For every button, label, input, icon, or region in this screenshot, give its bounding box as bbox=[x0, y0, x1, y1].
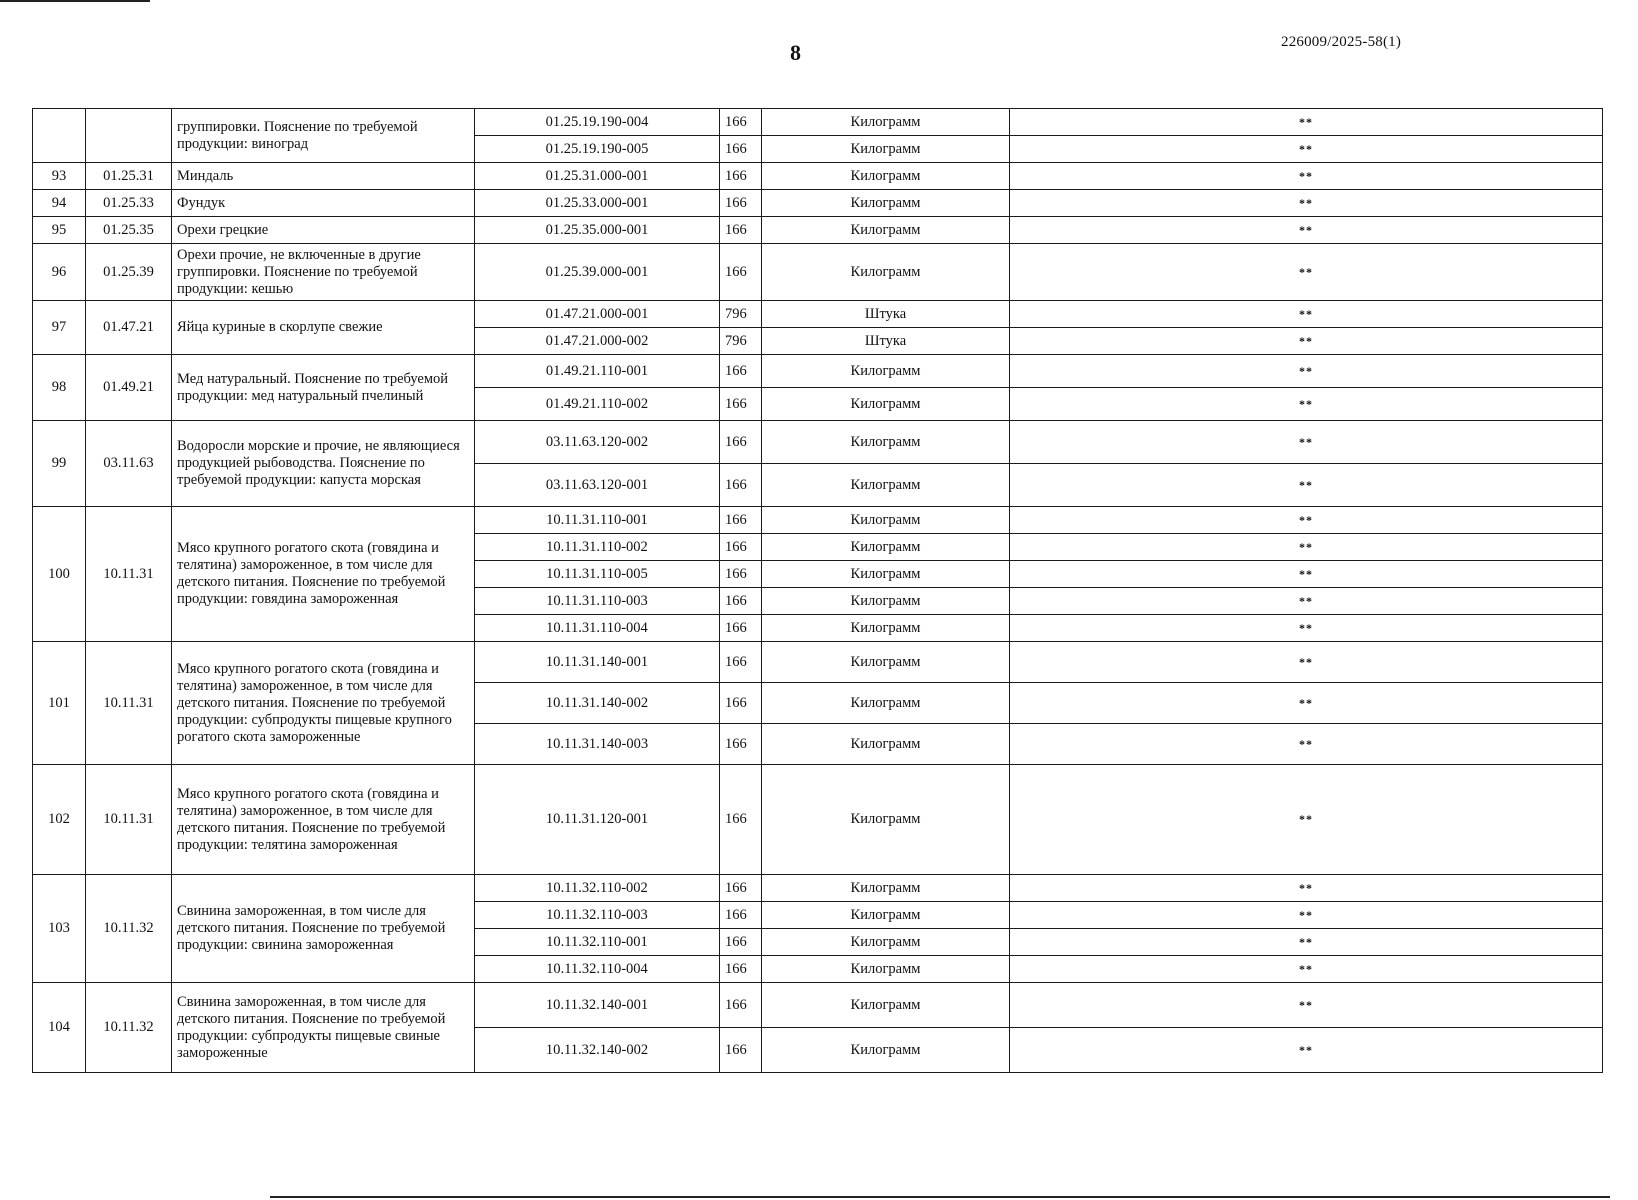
okpd2-code-cell: 01.25.31 bbox=[86, 163, 172, 190]
product-name-cell: Мясо крупного рогатого скота (говядина и телятина) замороженное, в том числе для детского питания. Пояснение по требуемой продукции: субпродукты пищевые крупного рогатого скота замороженные bbox=[172, 642, 475, 765]
ktru-code-cell: 10.11.31.140-003 bbox=[475, 724, 720, 765]
scan-edge-line-bottom bbox=[270, 1196, 1610, 1198]
table-row bbox=[33, 244, 1603, 301]
ktru-code-cell: 03.11.63.120-002 bbox=[475, 421, 720, 464]
okpd2-code-cell: 01.25.33 bbox=[86, 190, 172, 217]
ktru-code-cell: 10.11.31.140-001 bbox=[475, 642, 720, 683]
okei-code-cell: 166 bbox=[720, 464, 762, 507]
note-cell: ** bbox=[1010, 929, 1603, 956]
okpd2-code-cell: 03.11.63 bbox=[86, 421, 172, 507]
unit-cell: Килограмм bbox=[762, 109, 1010, 136]
okpd2-code-cell: 01.25.35 bbox=[86, 217, 172, 244]
unit-cell: Килограмм bbox=[762, 217, 1010, 244]
ktru-code-cell: 10.11.31.120-001 bbox=[475, 765, 720, 875]
okei-code-cell: 796 bbox=[720, 328, 762, 355]
unit-cell: Штука bbox=[762, 328, 1010, 355]
unit-cell: Килограмм bbox=[762, 902, 1010, 929]
unit-cell: Килограмм bbox=[762, 464, 1010, 507]
product-specification-table bbox=[32, 108, 1603, 1073]
okei-code-cell: 166 bbox=[720, 983, 762, 1028]
note-cell: ** bbox=[1010, 724, 1603, 765]
okei-code-cell: 166 bbox=[720, 765, 762, 875]
okei-code-cell: 166 bbox=[720, 388, 762, 421]
note-cell: ** bbox=[1010, 217, 1603, 244]
product-name-cell: Мясо крупного рогатого скота (говядина и телятина) замороженное, в том числе для детского питания. Пояснение по требуемой продукции: телятина замороженная bbox=[172, 765, 475, 875]
product-name-cell: Свинина замороженная, в том числе для детского питания. Пояснение по требуемой продукции: свинина замороженная bbox=[172, 875, 475, 983]
unit-cell: Килограмм bbox=[762, 534, 1010, 561]
note-cell: ** bbox=[1010, 875, 1603, 902]
note-cell: ** bbox=[1010, 355, 1603, 388]
okei-code-cell: 166 bbox=[720, 421, 762, 464]
product-name-cell: Мед натуральный. Пояснение по требуемой продукции: мед натуральный пчелиный bbox=[172, 355, 475, 421]
row-number-cell: 98 bbox=[33, 355, 86, 421]
okei-code-cell: 166 bbox=[720, 588, 762, 615]
row-number-cell: 100 bbox=[33, 507, 86, 642]
unit-cell: Килограмм bbox=[762, 724, 1010, 765]
okpd2-code-cell: 10.11.31 bbox=[86, 507, 172, 642]
note-cell: ** bbox=[1010, 328, 1603, 355]
page-number: 8 bbox=[790, 40, 801, 65]
product-name-cell: Фундук bbox=[172, 190, 475, 217]
table-row bbox=[33, 421, 1603, 464]
row-number-cell: 101 bbox=[33, 642, 86, 765]
row-number-cell: 97 bbox=[33, 301, 86, 355]
unit-cell: Килограмм bbox=[762, 244, 1010, 301]
unit-cell: Килограмм bbox=[762, 421, 1010, 464]
table-row bbox=[33, 301, 1603, 328]
note-cell: ** bbox=[1010, 983, 1603, 1028]
product-name-cell: Свинина замороженная, в том числе для детского питания. Пояснение по требуемой продукции: субпродукты пищевые свиные замороженные bbox=[172, 983, 475, 1073]
unit-cell: Килограмм bbox=[762, 983, 1010, 1028]
product-name-cell: группировки. Пояснение по требуемой продукции: виноград bbox=[172, 109, 475, 163]
okei-code-cell: 166 bbox=[720, 956, 762, 983]
ktru-code-cell: 01.49.21.110-001 bbox=[475, 355, 720, 388]
okei-code-cell: 166 bbox=[720, 902, 762, 929]
ktru-code-cell: 10.11.31.110-002 bbox=[475, 534, 720, 561]
note-cell: ** bbox=[1010, 507, 1603, 534]
unit-cell: Килограмм bbox=[762, 615, 1010, 642]
note-cell: ** bbox=[1010, 163, 1603, 190]
okei-code-cell: 166 bbox=[720, 724, 762, 765]
okpd2-code-cell bbox=[86, 109, 172, 163]
row-number-cell: 94 bbox=[33, 190, 86, 217]
okei-code-cell: 166 bbox=[720, 1028, 762, 1073]
document-reference: 226009/2025-58(1) bbox=[1281, 34, 1402, 50]
ktru-code-cell: 10.11.31.110-003 bbox=[475, 588, 720, 615]
okei-code-cell: 166 bbox=[720, 642, 762, 683]
unit-cell: Килограмм bbox=[762, 190, 1010, 217]
ktru-code-cell: 10.11.32.110-004 bbox=[475, 956, 720, 983]
note-cell: ** bbox=[1010, 244, 1603, 301]
ktru-code-cell: 01.25.31.000-001 bbox=[475, 163, 720, 190]
okei-code-cell: 166 bbox=[720, 615, 762, 642]
product-name-cell: Водоросли морские и прочие, не являющиеся продукцией рыбоводства. Пояснение по требуемой продукции: капуста морская bbox=[172, 421, 475, 507]
okei-code-cell: 166 bbox=[720, 561, 762, 588]
unit-cell: Килограмм bbox=[762, 136, 1010, 163]
ktru-code-cell: 10.11.31.110-004 bbox=[475, 615, 720, 642]
table-row bbox=[33, 507, 1603, 534]
note-cell: ** bbox=[1010, 683, 1603, 724]
okei-code-cell: 166 bbox=[720, 109, 762, 136]
note-cell: ** bbox=[1010, 765, 1603, 875]
unit-cell: Килограмм bbox=[762, 355, 1010, 388]
okei-code-cell: 166 bbox=[720, 244, 762, 301]
unit-cell: Килограмм bbox=[762, 507, 1010, 534]
note-cell: ** bbox=[1010, 190, 1603, 217]
ktru-code-cell: 10.11.31.110-005 bbox=[475, 561, 720, 588]
note-cell: ** bbox=[1010, 464, 1603, 507]
scan-edge-line-top bbox=[0, 0, 150, 2]
note-cell: ** bbox=[1010, 534, 1603, 561]
row-number-cell: 99 bbox=[33, 421, 86, 507]
ktru-code-cell: 01.25.19.190-004 bbox=[475, 109, 720, 136]
ktru-code-cell: 01.47.21.000-001 bbox=[475, 301, 720, 328]
note-cell: ** bbox=[1010, 421, 1603, 464]
table-row bbox=[33, 983, 1603, 1028]
note-cell: ** bbox=[1010, 561, 1603, 588]
unit-cell: Килограмм bbox=[762, 561, 1010, 588]
ktru-code-cell: 10.11.32.110-001 bbox=[475, 929, 720, 956]
table-body bbox=[33, 109, 1603, 1073]
note-cell: ** bbox=[1010, 109, 1603, 136]
okpd2-code-cell: 01.49.21 bbox=[86, 355, 172, 421]
note-cell: ** bbox=[1010, 902, 1603, 929]
okei-code-cell: 166 bbox=[720, 355, 762, 388]
okei-code-cell: 166 bbox=[720, 217, 762, 244]
okpd2-code-cell: 10.11.31 bbox=[86, 765, 172, 875]
table-row bbox=[33, 765, 1603, 875]
okei-code-cell: 166 bbox=[720, 683, 762, 724]
okpd2-code-cell: 10.11.31 bbox=[86, 642, 172, 765]
product-name-cell: Миндаль bbox=[172, 163, 475, 190]
unit-cell: Килограмм bbox=[762, 588, 1010, 615]
note-cell: ** bbox=[1010, 588, 1603, 615]
ktru-code-cell: 01.47.21.000-002 bbox=[475, 328, 720, 355]
ktru-code-cell: 10.11.31.140-002 bbox=[475, 683, 720, 724]
unit-cell: Килограмм bbox=[762, 1028, 1010, 1073]
okei-code-cell: 796 bbox=[720, 301, 762, 328]
product-name-cell: Мясо крупного рогатого скота (говядина и телятина) замороженное, в том числе для детского питания. Пояснение по требуемой продукции: говядина замороженная bbox=[172, 507, 475, 642]
ktru-code-cell: 01.25.35.000-001 bbox=[475, 217, 720, 244]
note-cell: ** bbox=[1010, 388, 1603, 421]
okei-code-cell: 166 bbox=[720, 163, 762, 190]
okei-code-cell: 166 bbox=[720, 190, 762, 217]
ktru-code-cell: 01.25.33.000-001 bbox=[475, 190, 720, 217]
unit-cell: Килограмм bbox=[762, 765, 1010, 875]
ktru-code-cell: 10.11.31.110-001 bbox=[475, 507, 720, 534]
note-cell: ** bbox=[1010, 956, 1603, 983]
okpd2-code-cell: 10.11.32 bbox=[86, 983, 172, 1073]
row-number-cell: 93 bbox=[33, 163, 86, 190]
product-name-cell: Орехи прочие, не включенные в другие группировки. Пояснение по требуемой продукции: кешью bbox=[172, 244, 475, 301]
table-row bbox=[33, 217, 1603, 244]
ktru-code-cell: 10.11.32.110-002 bbox=[475, 875, 720, 902]
ktru-code-cell: 01.49.21.110-002 bbox=[475, 388, 720, 421]
ktru-code-cell: 01.25.19.190-005 bbox=[475, 136, 720, 163]
row-number-cell: 103 bbox=[33, 875, 86, 983]
table-row bbox=[33, 163, 1603, 190]
unit-cell: Килограмм bbox=[762, 956, 1010, 983]
note-cell: ** bbox=[1010, 615, 1603, 642]
table-row bbox=[33, 875, 1603, 902]
unit-cell: Штука bbox=[762, 301, 1010, 328]
note-cell: ** bbox=[1010, 301, 1603, 328]
ktru-code-cell: 01.25.39.000-001 bbox=[475, 244, 720, 301]
okei-code-cell: 166 bbox=[720, 507, 762, 534]
unit-cell: Килограмм bbox=[762, 875, 1010, 902]
okpd2-code-cell: 01.25.39 bbox=[86, 244, 172, 301]
okei-code-cell: 166 bbox=[720, 534, 762, 561]
okei-code-cell: 166 bbox=[720, 929, 762, 956]
table-row bbox=[33, 109, 1603, 136]
okpd2-code-cell: 01.47.21 bbox=[86, 301, 172, 355]
note-cell: ** bbox=[1010, 136, 1603, 163]
unit-cell: Килограмм bbox=[762, 683, 1010, 724]
okpd2-code-cell: 10.11.32 bbox=[86, 875, 172, 983]
row-number-cell: 104 bbox=[33, 983, 86, 1073]
unit-cell: Килограмм bbox=[762, 163, 1010, 190]
unit-cell: Килограмм bbox=[762, 388, 1010, 421]
table-row bbox=[33, 642, 1603, 683]
unit-cell: Килограмм bbox=[762, 929, 1010, 956]
ktru-code-cell: 10.11.32.110-003 bbox=[475, 902, 720, 929]
note-cell: ** bbox=[1010, 1028, 1603, 1073]
row-number-cell bbox=[33, 109, 86, 163]
okei-code-cell: 166 bbox=[720, 875, 762, 902]
table-row bbox=[33, 355, 1603, 388]
row-number-cell: 102 bbox=[33, 765, 86, 875]
ktru-code-cell: 10.11.32.140-002 bbox=[475, 1028, 720, 1073]
row-number-cell: 95 bbox=[33, 217, 86, 244]
note-cell: ** bbox=[1010, 642, 1603, 683]
table-row bbox=[33, 190, 1603, 217]
unit-cell: Килограмм bbox=[762, 642, 1010, 683]
ktru-code-cell: 03.11.63.120-001 bbox=[475, 464, 720, 507]
row-number-cell: 96 bbox=[33, 244, 86, 301]
okei-code-cell: 166 bbox=[720, 136, 762, 163]
ktru-code-cell: 10.11.32.140-001 bbox=[475, 983, 720, 1028]
product-name-cell: Орехи грецкие bbox=[172, 217, 475, 244]
product-name-cell: Яйца куриные в скорлупе свежие bbox=[172, 301, 475, 355]
